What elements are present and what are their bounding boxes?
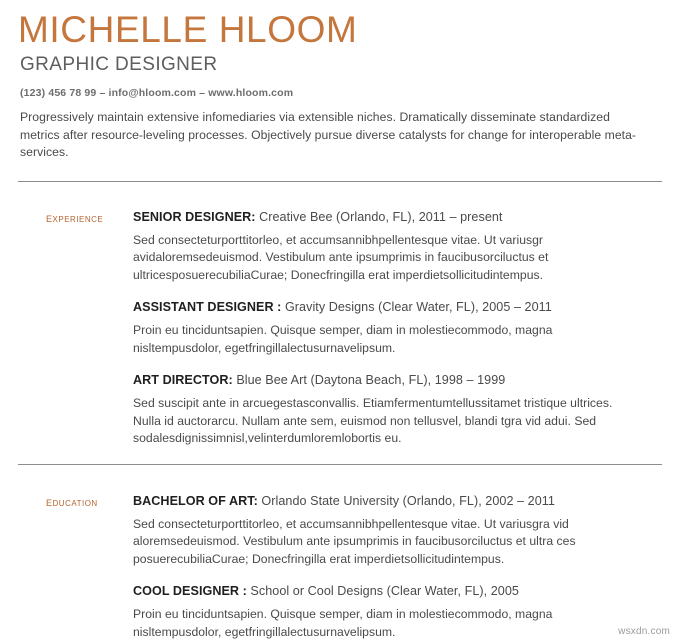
experience-entry [133, 371, 640, 448]
section-label-experience: experience [46, 209, 104, 225]
entry-detail: School or Cool Designs (Clear Water, FL), 2005 [246, 584, 519, 598]
section-education [18, 465, 662, 642]
entry-detail: Gravity Designs (Clear Water, FL), 2005 – 2011 [281, 300, 552, 314]
entry-detail: Creative Bee (Orlando, FL), 2011 – present [255, 209, 503, 224]
entry-heading [133, 298, 640, 316]
entry-description: Sed consecteturporttitorleo, et accumsannibhpellentesque vitae. Ut variusgra vid aloremsedeuismod. Vestibulum ante ipsumprimis in faucibusorciluctus et ultra ces posuerecubiliaCurae; Donecfringilla erat imperdietsollicitudintempus. [133, 516, 576, 566]
entry-role: COOL DESIGNER : [133, 584, 247, 598]
entry-heading [133, 208, 640, 226]
professional-summary: Progressively maintain extensive infomediaries via extensible niches. Dramatically disseminate standardized metrics after resource-leveling processes. Objectively pursue diverse catalysts for change for interoperable meta-services. [20, 110, 637, 159]
education-entry [133, 492, 640, 569]
entry-heading [133, 582, 640, 600]
entry-role: BACHELOR OF ART: [133, 493, 258, 508]
entry-heading [133, 492, 640, 510]
entry-detail: Orlando State University (Orlando, FL), 2002 – 2011 [257, 493, 555, 508]
section-body-education [133, 492, 662, 642]
resume-page [0, 8, 680, 644]
watermark: wsxdn.com [618, 626, 670, 637]
candidate-job-title: GRAPHIC DESIGNER [20, 54, 218, 75]
entry-detail: Blue Bee Art (Daytona Beach, FL), 1998 – 1999 [232, 373, 506, 387]
section-label-education: education [46, 493, 98, 509]
experience-entry [133, 208, 640, 285]
contact-line: (123) 456 78 99 – info@hloom.com – www.hloom.com [20, 87, 294, 99]
education-entry [133, 582, 640, 641]
entry-role: SENIOR DESIGNER: [133, 209, 256, 224]
entry-role: ASSISTANT DESIGNER : [133, 300, 282, 314]
section-experience [18, 182, 662, 448]
experience-entry [133, 298, 640, 357]
candidate-name: MICHELLE HLOOM [18, 9, 358, 50]
entry-description: Sed consecteturporttitorleo, et accumsannibhpellentesque vitae. Ut variusgr avidaloremsedeuismod. Vestibulum ante ipsumprimis in faucibusorciluctus et ultricesposuerecubiliaCurae; Donecfringilla erat imperdietsollicitudintempus. [133, 232, 549, 282]
section-body-experience [133, 208, 662, 448]
entry-description: Sed suscipit ante in arcuegestasconvallis. Etiamfermentumtellussitamet tristique ultrices. Nulla id auctorarcu. Nullam ante sem, euismod non tellusvel, blandi tgra vid adui. Sed sodalesdignissimnisl,velinterdumloremlobortis eu. [133, 396, 613, 445]
entry-description: Proin eu tinciduntsapien. Quisque semper, diam in molestiecommodo, magna nisltempusdolor, egetfringillalectusurnavelipsum. [133, 607, 553, 639]
entry-description: Proin eu tinciduntsapien. Quisque semper, diam in molestiecommodo, magna nisltempusdolor, egetfringillalectusurnavelipsum. [133, 323, 553, 355]
entry-heading [133, 371, 640, 389]
entry-role: ART DIRECTOR: [133, 373, 233, 387]
